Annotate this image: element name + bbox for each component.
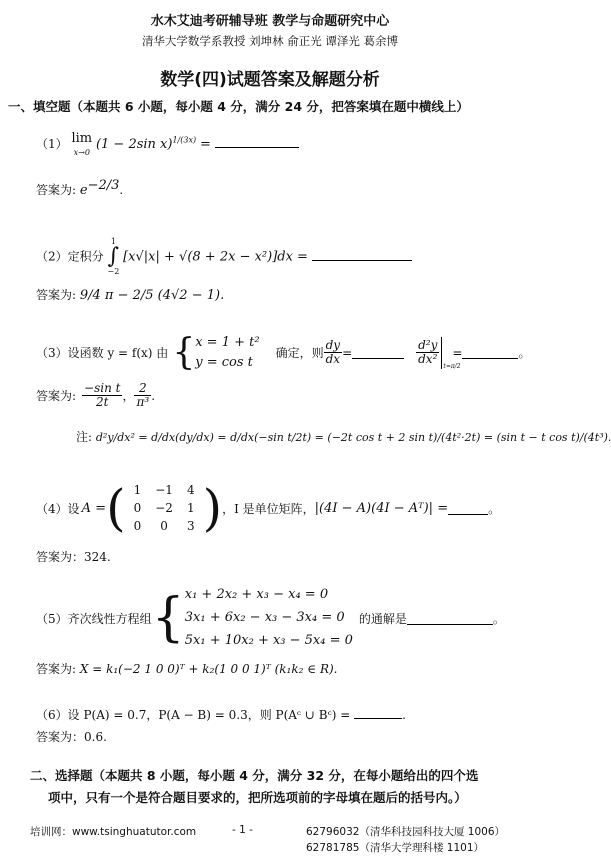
matrix-cell: 0 xyxy=(133,501,142,515)
answer-6: 答案为：0.6. xyxy=(36,730,107,744)
answer-blank-1 xyxy=(352,346,404,359)
footer-phone-2: 62781785（清华大学理科楼 1101） xyxy=(306,842,485,854)
question-3: （3） 设函数 y = f(x) 由 { x = 1 + t² y = cos t 确定，则 $\frac{dy}{dx}$ = $\frac{\text{d²y}}{\text{dx²}}$ t=π/2 = 。 xyxy=(36,331,531,373)
answer-2: 答案为: 9/4 π − 2/5 (4√2 − 1). xyxy=(36,288,225,303)
question-4: （4） 设 A = ( 1 −1 4 0 −2 1 0 0 3 ) ，I 是单位矩阵， |(4I − A)(4I − Aᵀ)| = 。 xyxy=(36,479,501,537)
linear-system: x₁ + 2x₂ + x₃ − x₄ = 0 3x₁ + 6x₂ − x₃ − 3x₄ = 0 5x₁ + 10x₂ + x₃ − 5x₄ = 0 xyxy=(184,587,353,648)
first-derivative: $\frac{dy}{dx}$ xyxy=(325,337,341,366)
footer-website: 培训网：www.tsinghuatutor.com xyxy=(30,826,197,838)
question-2: （2）定积分 1 ∫ −2 [x√|x| + √(8 + 2x − x²)]dx = xyxy=(36,238,412,276)
note-3: 注: d²y/dx² = d/dx(dy/dx) = d/dx(−sin t/2t) = (−2t cos t + 2 sin t)/(4t²·2t) = (sin t − t cos t)/(4t³). xyxy=(76,430,611,444)
integral-sign: 1 ∫ −2 xyxy=(107,237,120,276)
matrix-row xyxy=(128,518,201,534)
answer-3: 答案为: $\frac{\text{−sin t}}{2t}$ ， $\frac{2}{\text{π³}}$ . xyxy=(36,381,156,410)
footer-phone-1: 62796032（清华科技园科技大厦 1006） xyxy=(306,826,506,838)
matrix-cell: 0 xyxy=(133,519,142,533)
matrix-cell: 1 xyxy=(186,501,195,515)
second-derivative: $\frac{\text{d²y}}{\text{dx²}}$ xyxy=(418,337,438,366)
answer-blank xyxy=(312,248,412,261)
matrix-cell: 0 xyxy=(160,519,168,533)
header-line-2: 清华大学数学系教授 刘坤林 俞正光 谭泽光 葛余博 xyxy=(141,34,399,48)
limit-operator: lim x→0 xyxy=(71,131,93,157)
answer-1: 答案为: $e^{-2/3}$. xyxy=(36,178,124,198)
question-1: （1） lim x→0 (1 − 2sin x)$^{1/(3x)}$ = xyxy=(36,132,299,157)
question-number: （1） xyxy=(36,137,68,151)
section-2-heading-line-1: 二、选择题（本题共 8 小题，每小题 4 分，满分 32 分，在每小题给出的四个选 xyxy=(30,768,479,783)
answer-5: 答案为: X = k₁(−2 1 0 0)ᵀ + k₂(1 0 0 1)ᵀ (k₁k₂ ∈ R). xyxy=(36,662,338,676)
answer-blank xyxy=(354,706,402,719)
limit-expression: (1 − 2sin x)$^{1/(3x)}$ xyxy=(95,135,197,152)
matrix-cell: 4 xyxy=(186,483,195,497)
matrix-a: ( 1 −1 4 0 −2 1 0 0 3 ) xyxy=(106,479,223,537)
header-line-1: 水木艾迪考研辅导班 教学与命题研究中心 xyxy=(150,14,390,29)
matrix-cell: 1 xyxy=(133,483,142,497)
matrix-cell: 3 xyxy=(186,519,195,533)
answer-4: 答案为：324. xyxy=(36,550,111,564)
answer-blank xyxy=(215,135,299,148)
matrix-cell: −1 xyxy=(155,483,173,497)
answer-blank xyxy=(448,502,488,515)
footer-page-number: - 1 - xyxy=(232,824,253,836)
page-title: 数学(四)试题答案及解题分析 xyxy=(160,70,380,90)
answer-blank-2 xyxy=(462,346,518,359)
question-5: （5） 齐次线性方程组 { x₁ + 2x₂ + x₃ − x₄ = 0 3x₁ + 6x₂ − x₃ − 3x₄ = 0 5x₁ + 10x₂ + x₃ − 5x₄ = 0 的通解是 。 xyxy=(36,584,505,652)
answer-blank xyxy=(407,612,493,625)
section-2-heading-line-2: 项中，只有一个是符合题目要求的，把所选项前的字母填在题后的括号内。） xyxy=(48,790,467,805)
matrix-row xyxy=(128,500,201,516)
question-6: （6）设 P(A) = 0.7，P(A − B) = 0.3，则 P(Aᶜ ∪ Bᶜ) = . xyxy=(36,708,406,722)
matrix-cell: −2 xyxy=(155,501,173,515)
section-1-heading: 一、填空题（本题共 6 小题，每小题 4 分，满分 24 分，把答案填在题中横线上） xyxy=(8,99,469,114)
parametric-system: x = 1 + t² y = cos t xyxy=(195,335,260,370)
matrix-row xyxy=(128,482,201,498)
